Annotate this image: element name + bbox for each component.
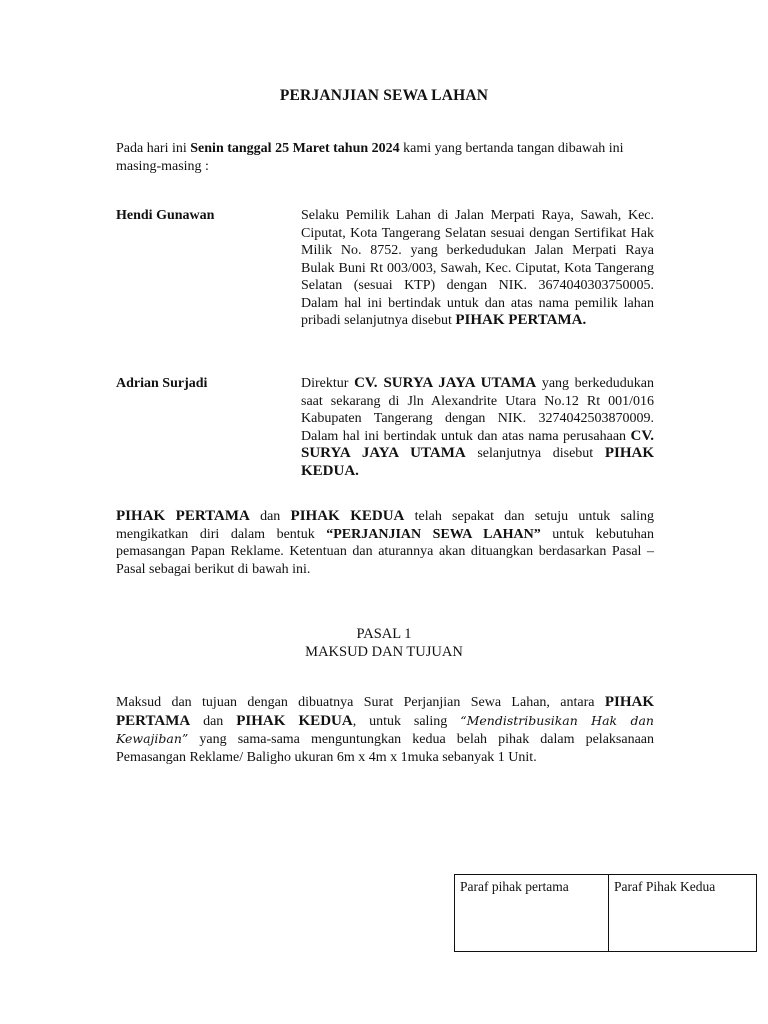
agreement-contract-name: “PERJANJIAN SEWA LAHAN” bbox=[326, 526, 541, 542]
paraf-first-party-cell: Paraf pihak pertama bbox=[455, 875, 609, 952]
agreement-text-3: untuk kebutuhan pemasangan Papan Reklame. Ketentuan dan aturannya akan dituangkan berdasarkan Pasal – Pasal sebagai berikut di bawah ini. bbox=[116, 526, 654, 577]
purpose-text-4: yang sama-sama menguntungkan kedua belah pihak dalam pelaksanaan Pemasangan Reklame/ Baligho ukuran 6m x 4m x 1muka sebanyak 1 Unit. bbox=[116, 732, 654, 765]
purpose-party-second: PIHAK KEDUA bbox=[236, 712, 353, 729]
purpose-text-1: Maksud dan tujuan dengan dibuatnya Surat Perjanjian Sewa Lahan, antara bbox=[116, 695, 605, 710]
pasal-heading bbox=[0, 626, 768, 661]
purpose-quote: “Mendistribusikan Hak dan Kewajiban” bbox=[116, 712, 654, 746]
pasal-number: PASAL 1 bbox=[356, 626, 412, 642]
purpose-text-3: , untuk saling bbox=[352, 713, 461, 729]
party-first-name: Hendi Gunawan bbox=[116, 208, 215, 223]
party-first-description bbox=[301, 207, 654, 330]
party-second-company-repeat: CV. SURYA JAYA UTAMA bbox=[301, 427, 654, 461]
agreement-paragraph bbox=[116, 508, 654, 578]
agreement-party-first: PIHAK PERTAMA bbox=[116, 508, 250, 524]
intro-text-post: kami yang bertanda tangan dibawah ini masing-masing : bbox=[116, 141, 624, 174]
pasal-title: MAKSUD DAN TUJUAN bbox=[305, 643, 463, 660]
purpose-paragraph bbox=[116, 694, 654, 766]
party-second-desc-pre: Direktur bbox=[301, 376, 355, 391]
paraf-row bbox=[455, 875, 757, 952]
party-second-desc-post: selanjutnya disebut bbox=[465, 446, 605, 461]
agreement-text-1: dan bbox=[249, 509, 291, 524]
intro-text-pre: Pada hari ini bbox=[116, 141, 191, 156]
party-second-role: PIHAK KEDUA. bbox=[301, 445, 655, 479]
document-title: PERJANJIAN SEWA LAHAN bbox=[279, 87, 489, 104]
party-second-description bbox=[301, 375, 654, 480]
intro-paragraph bbox=[116, 140, 654, 175]
purpose-party-first: PIHAK PERTAMA bbox=[116, 694, 654, 729]
party-first-desc-text: Selaku Pemilik Lahan di Jalan Merpati Raya, Sawah, Kec. Ciputat, Kota Tangerang Selatan sesuai dengan Sertifikat Hak Milik No. 8752. yang berkedudukan Jalan Merpati Raya Bulak Buni Rt 003/003, Sawah, Kec. Ciputat, Kota Tangerang Selatan (sesuai KTP) dengan NIK. 3674040303750005. Dalam hal ini bertindak untuk dan atas nama pemilik lahan pribadi selanjutnya disebut bbox=[301, 208, 654, 328]
purpose-text-2: dan bbox=[190, 713, 237, 729]
paraf-table bbox=[454, 874, 757, 952]
party-second-company: CV. SURYA JAYA UTAMA bbox=[354, 375, 537, 391]
agreement-party-second: PIHAK KEDUA bbox=[290, 508, 405, 524]
agreement-text-2: telah sepakat dan setuju untuk saling mengikatkan diri dalam bentuk bbox=[116, 509, 654, 542]
party-second-desc-mid: yang berkedudukan saat sekarang di Jln Alexandrite Utara No.12 Rt 001/016 Kabupaten Tangerang dengan NIK. 3274042503870009. Dalam hal ini bertindak untuk dan atas nama perusahaan bbox=[301, 376, 654, 444]
party-second-name: Adrian Surjadi bbox=[116, 376, 208, 391]
party-first-role: PIHAK PERTAMA. bbox=[455, 312, 587, 328]
paraf-second-party-cell: Paraf Pihak Kedua bbox=[609, 875, 757, 952]
intro-date: Senin tanggal 25 Maret tahun 2024 bbox=[190, 141, 400, 156]
